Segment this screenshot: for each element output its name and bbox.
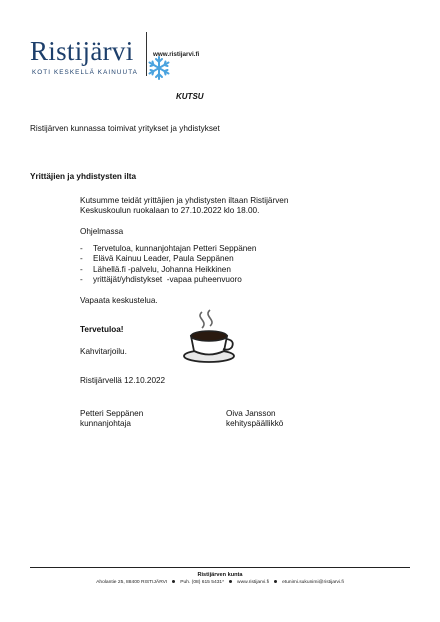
snowflake-icon xyxy=(146,55,172,81)
list-item: - yrittäjät/yhdistykset -vapaa puheenvuoro xyxy=(80,275,242,285)
list-item: - Tervetuloa, kunnanjohtajan Petteri Seppänen xyxy=(80,244,257,253)
footer-divider xyxy=(30,567,410,568)
program-title: Ohjelmassa xyxy=(80,227,124,236)
event-heading: Yrittäjien ja yhdistysten ilta xyxy=(30,172,137,181)
coffee-cup-icon xyxy=(180,308,238,366)
signer-1-title: kunnanjohtaja xyxy=(80,419,131,428)
footer-email: etunimi.sukunimi@ristijarvi.fi xyxy=(282,580,344,585)
logo-wordmark: Ristijärvi xyxy=(30,36,134,66)
place-date: Ristijärvellä 12.10.2022 xyxy=(80,376,166,385)
header-divider xyxy=(146,32,147,76)
logo-tagline: KOTI KESKELLÄ KAINUUTA xyxy=(32,69,138,76)
header-website: www.ristijarvi.fi xyxy=(153,51,200,58)
intro-line-1: Kutsumme teidät yrittäjien ja yhdistysten iltaan Ristijärven xyxy=(80,196,289,205)
bullet-icon xyxy=(172,580,175,583)
signer-2-name: Oiva Jansson xyxy=(226,409,276,418)
program-list xyxy=(80,244,256,286)
footer-phone: Puh. (08) 615 5431* xyxy=(180,580,225,585)
footer-contact xyxy=(0,580,440,585)
document-label: KUTSU xyxy=(176,92,204,101)
free-discussion: Vapaata keskustelua. xyxy=(80,296,158,305)
footer-org: Ristijärven kunta xyxy=(197,572,243,578)
signer-2-title: kehityspäällikkö xyxy=(226,419,284,428)
list-item: - Elävä Kainuu Leader, Paula Seppänen xyxy=(80,254,234,264)
ristijarvi-logo xyxy=(30,28,150,84)
footer-address: Aholantie 25, 88400 RISTIJÄRVI xyxy=(96,580,168,585)
bullet-icon xyxy=(274,580,277,583)
bullet-icon xyxy=(229,580,232,583)
list-item: - Lähellä.fi -palvelu, Johanna Heikkinen xyxy=(80,264,231,274)
signer-1-name: Petteri Seppänen xyxy=(80,409,144,418)
footer-web: www.ristijarvi.fi xyxy=(237,580,270,585)
coffee-text: Kahvitarjoilu. xyxy=(80,347,127,356)
intro-line-2: Keskuskoulun ruokalaan to 27.10.2022 klo 18.00. xyxy=(80,206,260,215)
welcome-text: Tervetuloa! xyxy=(80,325,124,334)
recipients: Ristijärven kunnassa toimivat yritykset ja yhdistykset xyxy=(30,124,220,133)
